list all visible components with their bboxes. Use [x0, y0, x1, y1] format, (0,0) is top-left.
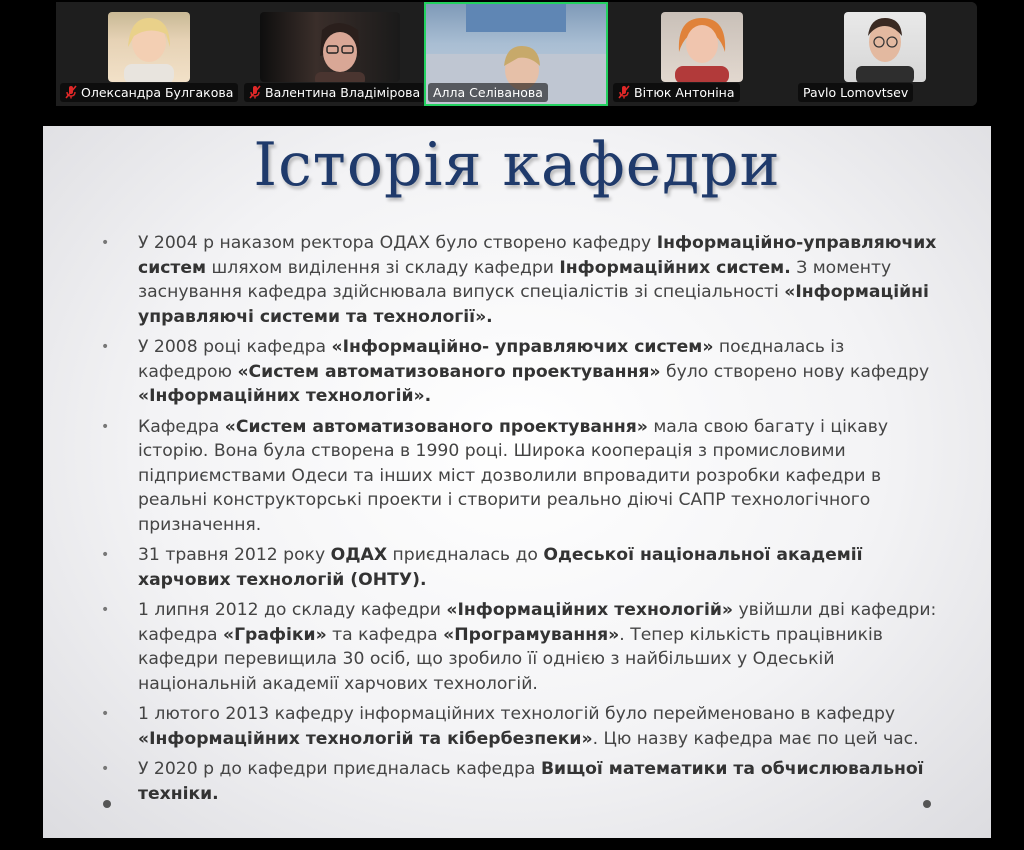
corner-decoration — [923, 800, 931, 808]
bullet-text: шляхом виділення зі складу кафедри — [206, 257, 560, 278]
participant-name: Алла Селіванова — [433, 84, 543, 100]
bullet-dot-icon: • — [101, 706, 110, 722]
bullet-text: та кафедра — [326, 624, 444, 645]
shared-slide — [43, 126, 991, 838]
participant-video — [844, 12, 926, 82]
bullet-text: . Тепер кількість працівників кафедри перевищила 30 осіб, що зробило її однією з найбільших у Одеській національній академії харчових технологій. — [138, 624, 883, 694]
bullet-bold-text: Інформаційних систем. — [559, 257, 791, 278]
bullet-text: 1 липня 2012 до складу кафедри — [138, 600, 447, 620]
participant-name-bar — [613, 82, 789, 102]
participant-video — [260, 12, 400, 82]
participant-name-bar — [798, 82, 973, 102]
bullet-dot-icon: • — [101, 602, 110, 618]
bullet-bold-text: ОДАХ — [330, 545, 388, 565]
bullet-text: 1 лютого 2013 кафедру інформаційних технологій було перейменовано в кафедру — [138, 704, 896, 724]
bullet-bold-text: «Інформаційних технологій» — [446, 600, 734, 620]
bullet-bold-text: Одеської національної академії харчових технологій (ОНТУ). — [138, 545, 863, 590]
slide-bullet — [101, 702, 941, 751]
participant-name-bar — [60, 82, 235, 102]
participant-name: Олександра Булгакова — [81, 84, 234, 100]
bullet-text: У 2008 році кафедра — [138, 337, 332, 357]
bullet-bold-text: Вищої математики та обчислювальної техніки. — [138, 759, 924, 804]
avatar — [661, 12, 743, 82]
bullet-text: У 2020 р до кафедри приєдналась кафедра — [138, 759, 541, 779]
participant-tile-active[interactable] — [424, 2, 608, 106]
slide-bullet — [101, 543, 941, 592]
avatar — [260, 12, 400, 82]
slide-bullet — [101, 231, 941, 329]
bullet-dot-icon: • — [101, 339, 110, 355]
slide-bullet — [101, 598, 941, 696]
bullet-dot-icon: • — [101, 547, 110, 563]
participant-tile[interactable] — [56, 2, 239, 106]
bullet-bold-text: «Інформаційно- управляючих систем» — [331, 337, 714, 357]
bullet-text: мала свою багату і цікаву історію. Вона була створена в 1990 році. Широка кооперація з промисловими підприємствами Одеси та інших міст дозволили впровадити розробки кафедри в реальні конструкторські проекти і створити реально діючі САПР технологічного призначення. — [138, 416, 889, 535]
bullet-bold-text: «Систем автоматизованого проектування» — [237, 361, 661, 382]
avatar — [844, 12, 926, 82]
bullet-text: 31 травня 2012 року — [138, 545, 331, 565]
bullet-text: поєдналась із кафедрою — [138, 337, 845, 382]
bullet-text: увійшли дві кафедри: кафедра — [138, 600, 937, 645]
slide-bullet — [101, 335, 941, 409]
participant-tile[interactable] — [609, 2, 793, 106]
slide-bullet-list — [101, 231, 941, 812]
participant-strip — [56, 2, 977, 106]
bullet-bold-text: «Графіки» — [222, 624, 327, 645]
slide-bullet — [101, 415, 941, 538]
bullet-text: приєдналась до — [387, 545, 544, 565]
corner-decoration — [103, 800, 111, 808]
bullet-text: було створено нову кафедру — [660, 361, 930, 382]
bullet-bold-text: Інформаційно-управляючих систем — [138, 233, 937, 278]
mic-muted-icon — [65, 85, 77, 99]
participant-video — [108, 12, 190, 82]
participant-tile[interactable] — [794, 2, 977, 106]
bullet-bold-text: «Програмування» — [443, 624, 620, 645]
bullet-bold-text: «Інформаційні управляючі системи та технології». — [138, 282, 929, 327]
participant-name: Pavlo Lomovtsev — [803, 84, 909, 100]
participant-video — [661, 12, 743, 82]
bullet-text: Кафедра — [138, 416, 225, 437]
participant-name-bar — [244, 82, 419, 102]
bullet-text: З моменту заснування кафедра здійснювала випуск спеціалістів зі спеціальності — [138, 257, 892, 302]
bullet-bold-text: «Систем автоматизованого проектування» — [224, 416, 648, 437]
participant-name-bar — [428, 82, 604, 102]
mic-muted-icon — [618, 85, 630, 99]
bullet-bold-text: «Інформаційних технологій». — [138, 386, 432, 406]
bullet-bold-text: «Інформаційних технологій та кібербезпеки» — [138, 728, 593, 749]
participant-name: Вітюк Антоніна — [634, 84, 735, 100]
participant-tile[interactable] — [240, 2, 423, 106]
bullet-dot-icon: • — [101, 418, 110, 435]
slide-title: Історія кафедри — [253, 130, 781, 200]
bullet-dot-icon: • — [101, 235, 110, 251]
participant-name: Валентина Владімірова — [265, 84, 421, 100]
mic-muted-icon — [249, 85, 261, 99]
avatar — [108, 12, 190, 82]
slide-bullet — [101, 757, 941, 806]
bullet-text: . Цю назву кафедра має по цей час. — [592, 728, 919, 749]
bullet-text: У 2004 р наказом ректора ОДАХ було створено кафедру — [138, 233, 657, 253]
bullet-dot-icon: • — [101, 761, 110, 777]
